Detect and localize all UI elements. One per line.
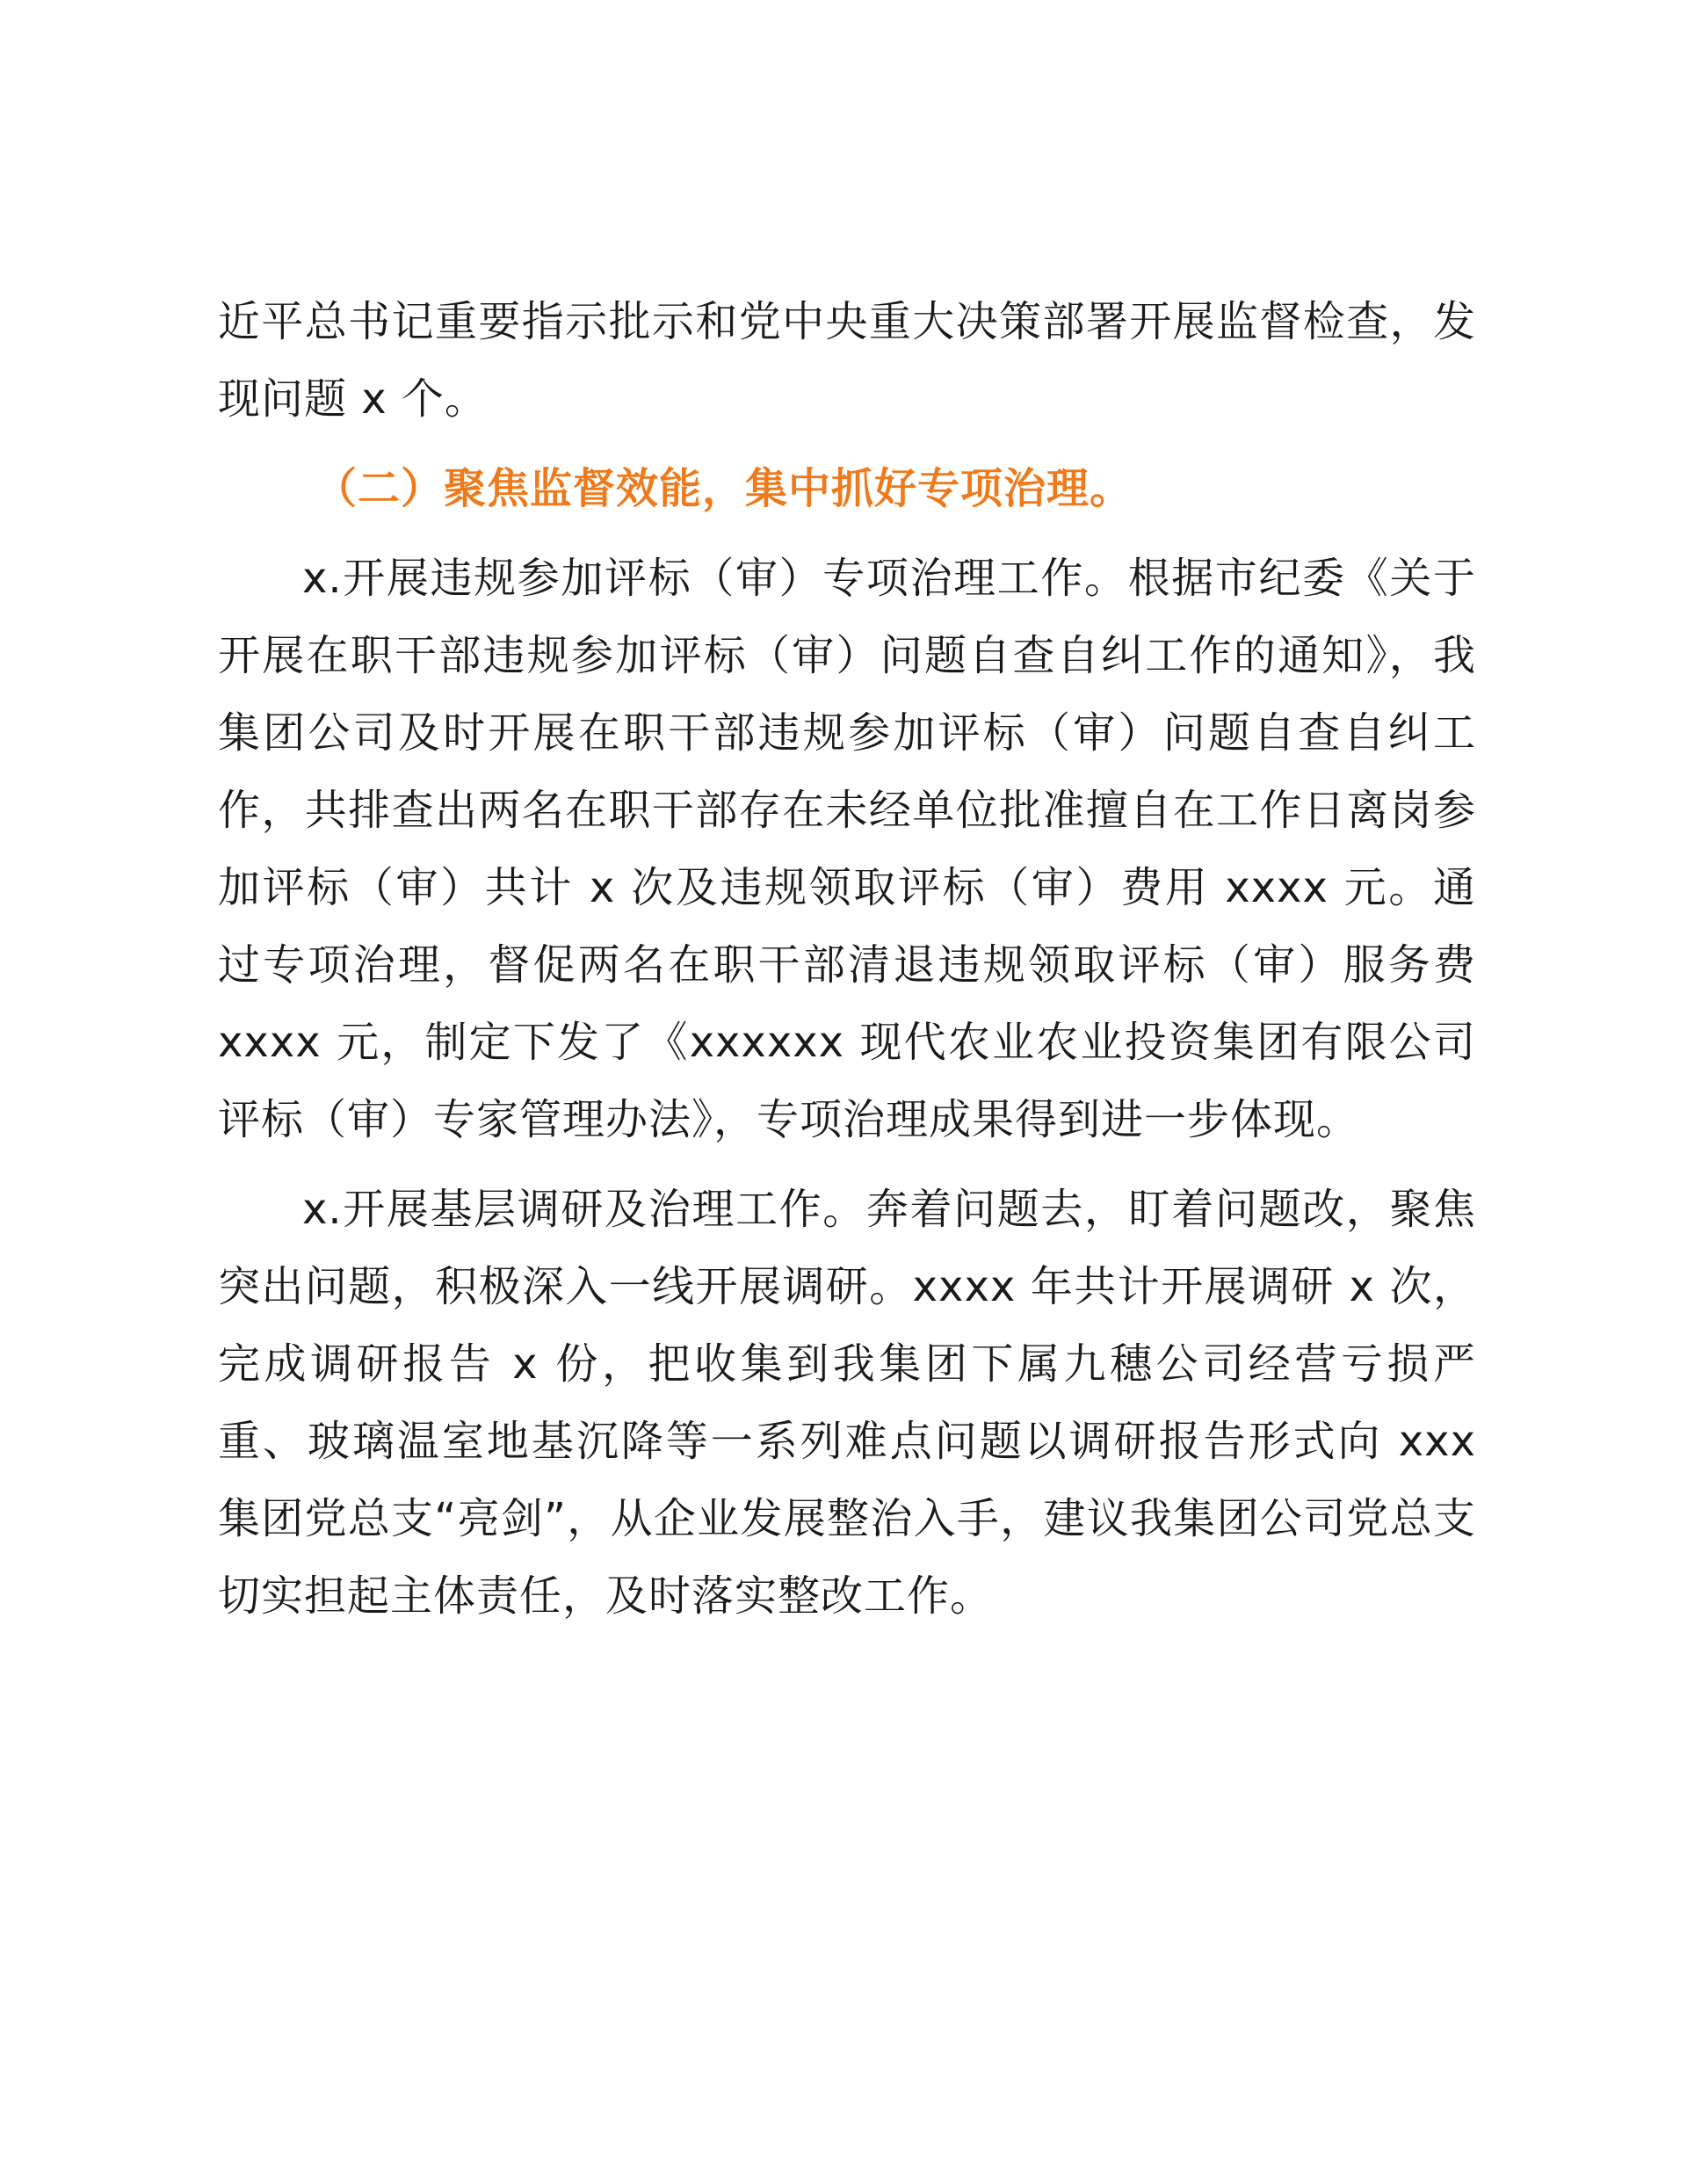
continuation-paragraph: 近平总书记重要指示批示和党中央重大决策部署开展监督检查，发现问题 x 个。 xyxy=(218,297,1476,424)
body-paragraph-bidding-review: x.开展违规参加评标（审）专项治理工作。根据市纪委《关于开展在职干部违规参加评标（审）问题自查自纠工作的通知》，我集团公司及时开展在职干部违规参加评标（审）问题自查自纠工作，共排查出两名在职干部存在未经单位批准擅自在工作日离岗参加评标（审）共计 x 次及违规领取评标（审）费用 xxxx 元。通过专项治理，督促两名在职干部清退违规领取评标（审）服务费 xxxx 元，制定下发了《xxxxxx 现代农业农业投资集团有限公司评标（审）专家管理办法》，专项治理成果得到进一步体现。 xyxy=(218,554,1476,1144)
body-paragraph-grassroots-research: x.开展基层调研及治理工作。奔着问题去，盯着问题改，聚焦突出问题，积极深入一线开展调研。xxxx 年共计开展调研 x 次，完成调研报告 x 份，把收集到我集团下属九穗公司经营亏损严重、玻璃温室地基沉降等一系列难点问题以调研报告形式向 xxx 集团党总支“亮剑”，从企业发展整治入手，建议我集团公司党总支切实担起主体责任，及时落实整改工作。 xyxy=(218,1185,1476,1621)
document-page xyxy=(218,283,1476,1635)
section-heading: （二）聚焦监督效能，集中抓好专项治理。 xyxy=(315,464,1133,513)
